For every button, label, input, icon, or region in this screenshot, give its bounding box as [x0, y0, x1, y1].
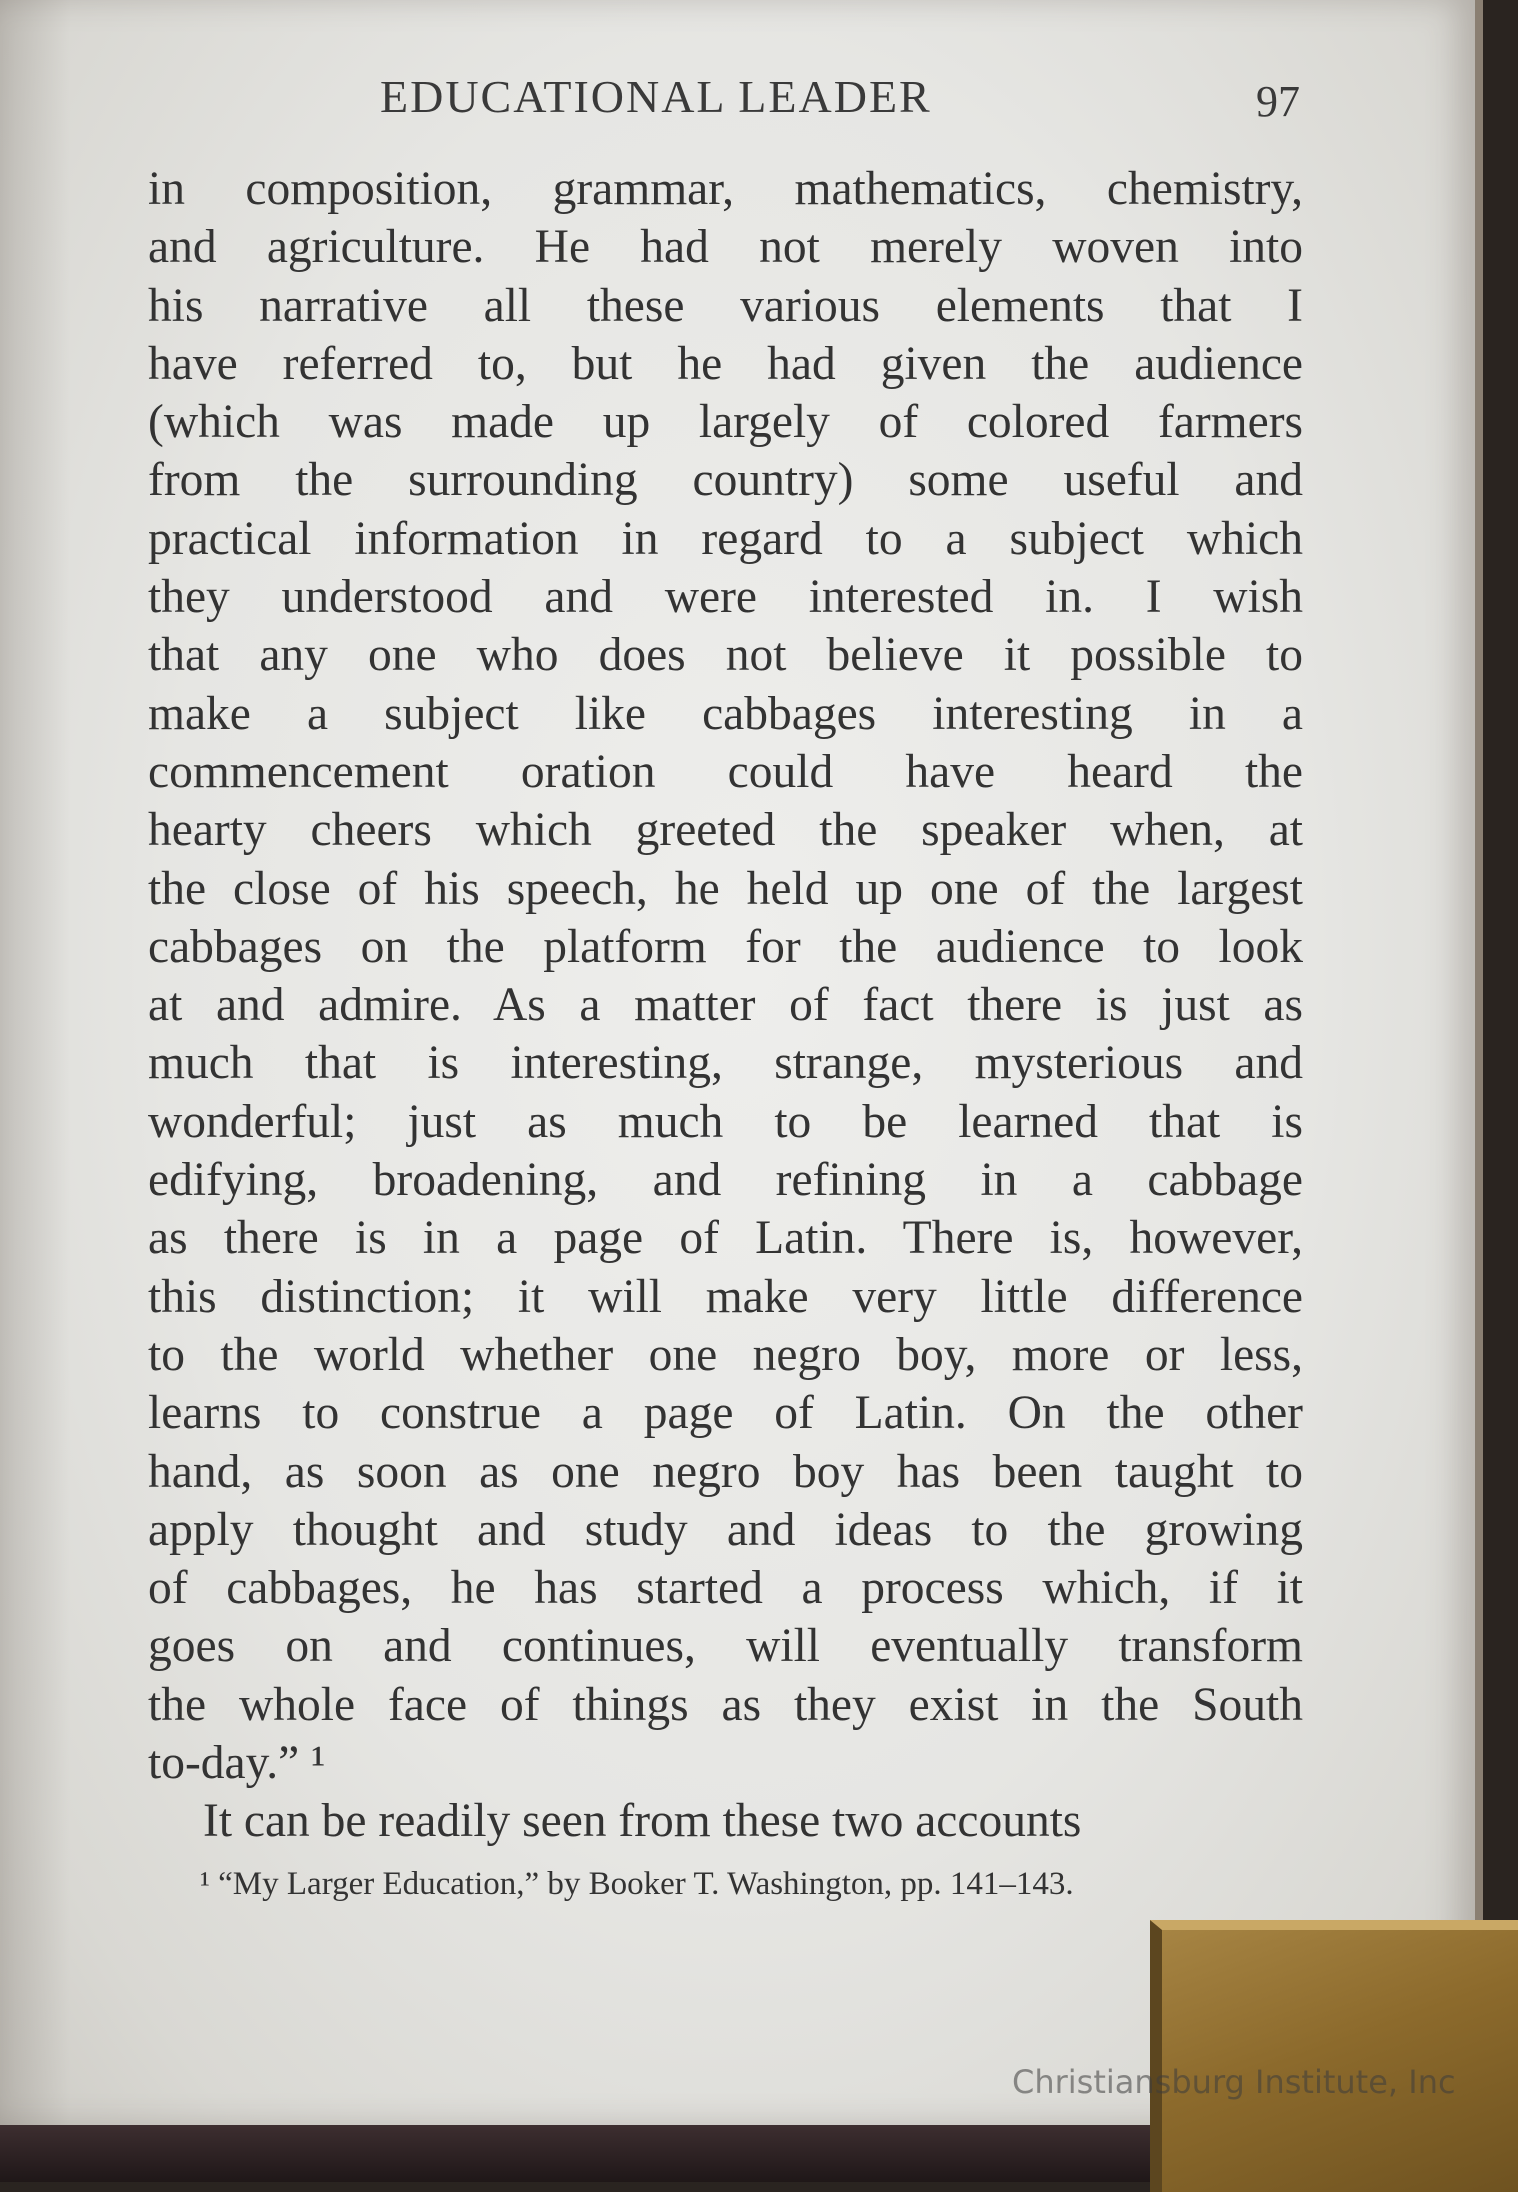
text-line: at and admire. As a matter of fact there is just as	[148, 979, 1303, 1032]
text-line: as there is in a page of Latin. There is, however,	[148, 1212, 1303, 1265]
text-line: hearty cheers which greeted the speaker when, at	[148, 804, 1303, 857]
body-text	[148, 160, 1303, 1851]
text-line: of cabbages, he has started a process which, if it	[148, 1562, 1303, 1615]
text-line: make a subject like cabbages interesting in a	[148, 687, 1303, 740]
text-line: commencement oration could have heard the	[148, 745, 1303, 798]
book-bottom-edge	[0, 2125, 1150, 2182]
text-line: (which was made up largely of colored farmers	[148, 396, 1303, 449]
text-line: from the surrounding country) some useful and	[148, 454, 1303, 507]
text-line: this distinction; it will make very little difference	[148, 1270, 1303, 1323]
text-line: the close of his speech, he held up one of the largest	[148, 862, 1303, 915]
bookmark-block	[1150, 1920, 1518, 2192]
text-line: to-day.” ¹	[148, 1737, 326, 1790]
text-line: have referred to, but he had given the audience	[148, 337, 1303, 390]
text-line: his narrative all these various elements that I	[148, 279, 1303, 332]
text-line: in composition, grammar, mathematics, chemistry,	[148, 163, 1303, 215]
text-line: apply thought and study and ideas to the growing	[148, 1503, 1303, 1556]
text-line: they understood and were interested in. I wish	[148, 571, 1303, 624]
text-line: that any one who does not believe it possible to	[148, 629, 1303, 682]
text-line: goes on and continues, will eventually transform	[148, 1620, 1303, 1673]
spine-shadow	[0, 0, 70, 2125]
text-line: edifying, broadening, and refining in a cabbage	[148, 1154, 1303, 1207]
watermark: Christiansburg Institute, Inc	[1012, 2063, 1456, 2101]
running-head: EDUCATIONAL LEADER	[380, 71, 932, 122]
text-line: hand, as soon as one negro boy has been taught to	[148, 1445, 1303, 1498]
text-line: much that is interesting, strange, mysterious and	[148, 1037, 1303, 1090]
text-line: practical information in regard to a subject which	[148, 512, 1303, 565]
footnote: ¹ “My Larger Education,” by Booker T. Washington, pp. 141–143.	[200, 1866, 1074, 1902]
text-line: wonderful; just as much to be learned that is	[148, 1095, 1303, 1148]
text-line: learns to construe a page of Latin. On the other	[148, 1387, 1303, 1440]
page-header	[375, 70, 1300, 130]
text-line: cabbages on the platform for the audience to look	[148, 920, 1303, 973]
text-line: and agriculture. He had not merely woven into	[148, 221, 1303, 274]
text-line: to the world whether one negro boy, more or less,	[148, 1328, 1303, 1381]
text-line: the whole face of things as they exist in the South	[148, 1678, 1303, 1731]
page-number: 97	[1256, 77, 1300, 126]
paragraph-start-line: It can be readily seen from these two accounts	[203, 1795, 1082, 1848]
